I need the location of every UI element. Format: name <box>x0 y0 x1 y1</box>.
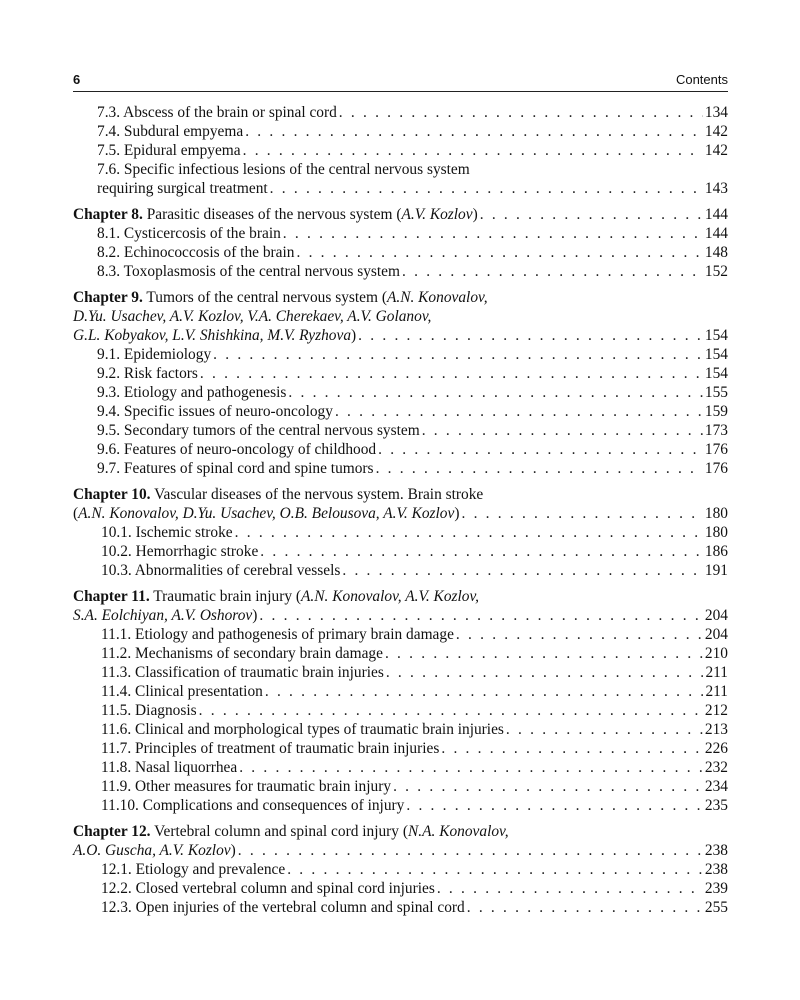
dot-leader <box>385 644 703 663</box>
toc-entry[interactable]: 8.2. Echinococcosis of the brain . . . 148 <box>73 243 728 262</box>
page-ref: 234 <box>704 778 728 795</box>
toc-chapter-10[interactable]: (A.N. Konovalov, D.Yu. Usachev, O.B. Belousova, A.V. Kozlov) . . . 180 <box>73 504 728 523</box>
toc-entry[interactable]: 11.6. Clinical and morphological types of traumatic brain injuries . . . 213 <box>73 720 728 739</box>
running-header <box>73 70 728 92</box>
dot-leader <box>342 561 703 580</box>
toc-chapter-9[interactable]: G.L. Kobyakov, L.V. Shishkina, M.V. Ryzhova) . . . 154 <box>73 326 728 345</box>
chapter-authors: G.L. Kobyakov, L.V. Shishkina, M.V. Ryzhova <box>73 327 352 344</box>
chapter-label: Chapter 11. <box>73 588 150 605</box>
toc-entry[interactable]: 9.4. Specific issues of neuro-oncology . . . 159 <box>73 402 728 421</box>
page-ref: 191 <box>704 562 728 579</box>
page-number: 6 <box>73 72 81 87</box>
toc-chapter-9-line1[interactable]: Chapter 9. Tumors of the central nervous system (A.N. Konovalov, <box>73 289 488 306</box>
toc-entry[interactable]: 9.2. Risk factors . . . 154 <box>73 364 728 383</box>
page-ref: 159 <box>704 403 728 420</box>
page-ref: 173 <box>704 422 728 439</box>
toc-entry[interactable]: 11.9. Other measures for traumatic brain injury . . . 234 <box>73 777 728 796</box>
dot-leader <box>259 606 703 625</box>
toc-chapter-12-line1[interactable]: Chapter 12. Vertebral column and spinal cord injury (N.A. Konovalov, <box>73 823 509 840</box>
dot-leader <box>339 103 703 122</box>
chapter-authors: A.N. Konovalov, D.Yu. Usachev, O.B. Belousova, A.V. Kozlov <box>78 505 455 522</box>
toc-entry[interactable]: 11.3. Classification of traumatic brain injuries . . . 211 <box>73 663 728 682</box>
toc-entry[interactable]: 8.3. Toxoplasmosis of the central nervous system . . . 152 <box>73 262 728 281</box>
page-ref: 204 <box>704 607 728 624</box>
dot-leader <box>461 504 702 523</box>
dot-leader <box>335 402 703 421</box>
dot-leader <box>437 879 703 898</box>
book-page <box>73 70 728 917</box>
toc-chapter-9-line2[interactable] <box>73 307 728 326</box>
dot-leader <box>358 326 703 345</box>
dot-leader <box>238 841 703 860</box>
dot-leader <box>270 179 703 198</box>
dot-leader <box>422 421 703 440</box>
page-ref: 155 <box>704 384 728 401</box>
dot-leader <box>376 459 703 478</box>
page-ref: 176 <box>704 460 728 477</box>
toc-entry[interactable]: 9.5. Secondary tumors of the central nervous system . . . 173 <box>73 421 728 440</box>
dot-leader <box>288 383 703 402</box>
dot-leader <box>235 523 703 542</box>
dot-leader <box>260 542 703 561</box>
toc-chapter-12[interactable]: A.O. Guscha, A.V. Kozlov) . . . 238 <box>73 841 728 860</box>
toc-entry[interactable]: 9.1. Epidemiology . . . 154 <box>73 345 728 364</box>
page-ref: 154 <box>704 327 728 344</box>
page-ref: 238 <box>704 842 728 859</box>
page-ref: 238 <box>704 861 728 878</box>
dot-leader <box>245 122 703 141</box>
page-ref: 134 <box>704 104 728 121</box>
toc-entry[interactable]: 11.10. Complications and consequences of injury . . . 235 <box>73 796 728 815</box>
page-ref: 154 <box>704 346 728 363</box>
toc-entry[interactable]: 7.4. Subdural empyema . . . 142 <box>73 122 728 141</box>
toc-entry[interactable]: 11.1. Etiology and pathogenesis of primary brain damage . . . 204 <box>73 625 728 644</box>
page-ref: 204 <box>704 626 728 643</box>
toc-entry[interactable]: 9.7. Features of spinal cord and spine tumors . . . 176 <box>73 459 728 478</box>
page-ref: 226 <box>704 740 728 757</box>
dot-leader <box>386 663 704 682</box>
page-ref: 144 <box>704 206 728 223</box>
page-ref: 180 <box>704 505 728 522</box>
page-ref: 142 <box>704 123 728 140</box>
dot-leader <box>213 345 703 364</box>
page-ref: 152 <box>704 263 728 280</box>
toc-entry[interactable]: 12.3. Open injuries of the vertebral column and spinal cord . . . 255 <box>73 898 728 917</box>
dot-leader <box>243 141 703 160</box>
dot-leader <box>506 720 703 739</box>
chapter-authors: S.A. Eolchiyan, A.V. Oshorov <box>73 607 253 624</box>
page-ref: 186 <box>704 543 728 560</box>
chapter-label: Chapter 8. <box>73 206 143 223</box>
dot-leader <box>467 898 703 917</box>
chapter-authors: A.N. Konovalov, A.V. Kozlov, <box>301 588 480 605</box>
toc-entry[interactable]: 8.1. Cysticercosis of the brain . . . 144 <box>73 224 728 243</box>
toc-entry[interactable]: requiring surgical treatment . . . 143 <box>73 179 728 198</box>
dot-leader <box>239 758 703 777</box>
toc-entry[interactable]: 12.2. Closed vertebral column and spinal cord injuries . . . 239 <box>73 879 728 898</box>
toc-entry[interactable]: 10.2. Hemorrhagic stroke . . . 186 <box>73 542 728 561</box>
toc-entry[interactable]: 11.7. Principles of treatment of traumatic brain injuries . . . 226 <box>73 739 728 758</box>
page-ref: 211 <box>705 664 728 681</box>
chapter-label: Chapter 12. <box>73 823 151 840</box>
toc-chapter-11[interactable]: S.A. Eolchiyan, A.V. Oshorov) . . . 204 <box>73 606 728 625</box>
page-ref: 232 <box>704 759 728 776</box>
dot-leader <box>296 243 702 262</box>
page-ref: 176 <box>704 441 728 458</box>
dot-leader <box>265 682 704 701</box>
page-ref: 211 <box>705 683 728 700</box>
toc-entry[interactable]: 10.3. Abnormalities of cerebral vessels . . . 191 <box>73 561 728 580</box>
chapter-label: Chapter 9. <box>73 289 143 306</box>
toc-entry[interactable]: 11.2. Mechanisms of secondary brain damage . . . 210 <box>73 644 728 663</box>
chapter-authors: N.A. Konovalov, <box>407 823 509 840</box>
page-ref: 142 <box>704 142 728 159</box>
toc-entry[interactable]: 10.1. Ischemic stroke . . . 180 <box>73 523 728 542</box>
page-ref: 213 <box>704 721 728 738</box>
page-ref: 212 <box>704 702 728 719</box>
page-ref: 143 <box>704 180 728 197</box>
chapter-authors: A.O. Guscha, A.V. Kozlov <box>73 842 231 859</box>
toc-entry-line1[interactable]: 7.6. Specific infectious lesions of the central nervous system <box>97 161 470 178</box>
page-ref: 255 <box>704 899 728 916</box>
page-ref: 144 <box>704 225 728 242</box>
chapter-authors: A.N. Konovalov, <box>386 289 488 306</box>
page-ref: 180 <box>704 524 728 541</box>
page-ref: 235 <box>704 797 728 814</box>
dot-leader <box>283 224 703 243</box>
toc-entry[interactable]: 11.4. Clinical presentation . . . 211 <box>73 682 728 701</box>
toc-entry[interactable]: 12.1. Etiology and prevalence . . . 238 <box>73 860 728 879</box>
dot-leader <box>480 205 703 224</box>
dot-leader <box>441 739 703 758</box>
dot-leader <box>402 262 703 281</box>
toc-entry[interactable]: 9.3. Etiology and pathogenesis . . . 155 <box>73 383 728 402</box>
dot-leader <box>406 796 703 815</box>
chapter-label: Chapter 10. <box>73 486 151 503</box>
page-ref: 154 <box>704 365 728 382</box>
page-ref: 239 <box>704 880 728 897</box>
chapter-authors: D.Yu. Usachev, A.V. Kozlov, V.A. Cherekaev, A.V. Golanov, <box>73 308 432 325</box>
dot-leader <box>287 860 703 879</box>
dot-leader <box>378 440 703 459</box>
dot-leader <box>456 625 703 644</box>
toc-entry[interactable]: 7.3. Abscess of the brain or spinal cord . . . 134 <box>73 103 728 122</box>
toc-chapter-10-line1[interactable]: Chapter 10. Vascular diseases of the nervous system. Brain stroke <box>73 486 484 503</box>
dot-leader <box>393 777 703 796</box>
toc-entry[interactable]: 7.5. Epidural empyema . . . 142 <box>73 141 728 160</box>
toc-chapter-11-line1[interactable]: Chapter 11. Traumatic brain injury (A.N. Konovalov, A.V. Kozlov, <box>73 588 480 605</box>
page-ref: 148 <box>704 244 728 261</box>
toc-entry[interactable]: 11.8. Nasal liquorrhea . . . 232 <box>73 758 728 777</box>
toc-entry[interactable]: 11.5. Diagnosis . . . 212 <box>73 701 728 720</box>
dot-leader <box>199 701 703 720</box>
dot-leader <box>200 364 703 383</box>
page-ref: 210 <box>704 645 728 662</box>
toc-entry[interactable]: 9.6. Features of neuro-oncology of childhood . . . 176 <box>73 440 728 459</box>
toc-chapter-8[interactable]: Chapter 8. Parasitic diseases of the nervous system (A.V. Kozlov) . . . 144 <box>73 205 728 224</box>
table-of-contents <box>73 103 728 917</box>
running-title: Contents <box>675 72 728 87</box>
chapter-authors: A.V. Kozlov <box>401 206 473 223</box>
